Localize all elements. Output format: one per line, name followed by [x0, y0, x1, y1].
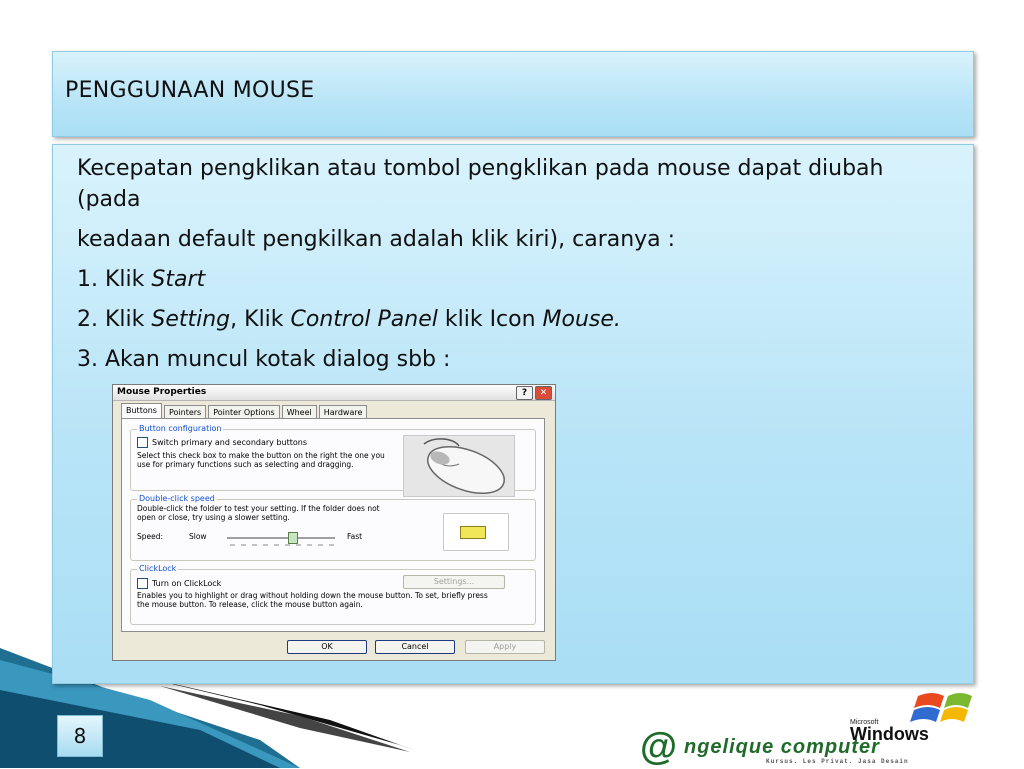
body-paragraph — [77, 224, 937, 255]
tab-panel — [121, 418, 545, 632]
clicklock-row — [137, 578, 221, 589]
help-button[interactable]: ? — [516, 386, 533, 400]
text-run: Control Panel — [290, 307, 438, 332]
button-configuration-label: Button configuration — [139, 424, 222, 433]
title-box — [52, 51, 974, 137]
body-paragraph — [77, 344, 937, 375]
mouse-properties-dialog — [112, 384, 556, 661]
text-run: , Klik — [230, 307, 291, 332]
folder-icon — [460, 526, 486, 539]
fast-label: Fast — [347, 532, 363, 541]
settings-button[interactable]: Settings... — [403, 575, 505, 589]
dialog-titlebar — [113, 385, 555, 401]
body-paragraph — [77, 264, 937, 295]
mouse-image — [403, 435, 515, 497]
brand-logo-at: @ — [640, 726, 678, 768]
microsoft-label: Microsoft — [850, 719, 879, 726]
tab-wheel[interactable]: Wheel — [282, 405, 317, 419]
dialog-title: Mouse Properties — [117, 387, 207, 397]
content-text — [77, 153, 937, 384]
slide-title: PENGGUNAAN MOUSE — [65, 78, 315, 103]
body-paragraph — [77, 304, 937, 335]
double-click-label: Double-click speed — [139, 494, 215, 503]
double-click-description: Double-click the folder to test your setting. If the folder does not open or close, try using a slower setting. — [137, 504, 380, 522]
clicklock-checkbox-label: Turn on ClickLock — [152, 579, 222, 588]
apply-button[interactable]: Apply — [465, 640, 545, 654]
windows-flag-icon — [908, 690, 988, 726]
text-run: klik Icon — [437, 307, 543, 332]
clicklock-description: Enables you to highlight or drag without holding down the mouse button. To set, briefly press the mouse button. To release, click the mouse button again. — [137, 591, 488, 609]
text-run: Start — [151, 267, 206, 292]
tab-hardware[interactable]: Hardware — [319, 405, 368, 419]
switch-buttons-row — [137, 437, 307, 448]
text-run: Mouse. — [542, 307, 621, 332]
text-run: 2. Klik — [77, 307, 152, 332]
ok-button[interactable]: OK — [287, 640, 367, 654]
text-run: Kecepatan pengklikan atau tombol pengklikan pada mouse dapat diubah (pada — [77, 156, 884, 212]
text-run: keadaan default pengkilkan adalah klik kiri), caranya : — [77, 227, 676, 252]
text-run: Setting — [151, 307, 231, 332]
text-run: 3. Akan muncul kotak dialog sbb : — [77, 347, 451, 372]
mouse-icon — [404, 436, 514, 496]
button-config-description: Select this check box to make the button on the right the one you use for primary functions such as selecting and dragging. — [137, 451, 385, 469]
dialog-tabs — [121, 405, 369, 419]
tab-pointers[interactable]: Pointers — [164, 405, 206, 419]
tab-pointer-options[interactable]: Pointer Options — [208, 405, 279, 419]
button-configuration-group — [130, 424, 536, 491]
clicklock-checkbox[interactable] — [137, 578, 148, 589]
speed-slider-ticks — [227, 544, 335, 546]
switch-buttons-checkbox[interactable] — [137, 437, 148, 448]
switch-buttons-label: Switch primary and secondary buttons — [152, 438, 307, 447]
page-number: 8 — [57, 715, 103, 757]
speed-slider-thumb[interactable] — [288, 532, 298, 544]
body-paragraph — [77, 153, 937, 215]
double-click-group — [130, 494, 536, 561]
clicklock-group — [130, 564, 536, 625]
text-run: 1. Klik — [77, 267, 152, 292]
content-box — [52, 144, 974, 684]
test-folder-area[interactable] — [443, 513, 509, 551]
speed-label: Speed: — [137, 532, 164, 541]
clicklock-label: ClickLock — [139, 564, 177, 573]
cancel-button[interactable]: Cancel — [375, 640, 455, 654]
slow-label: Slow — [189, 532, 207, 541]
windows-label: Windows — [850, 724, 929, 744]
brand-name: ngelique computer — [684, 736, 880, 758]
close-button[interactable]: ✕ — [535, 386, 552, 400]
speed-slider-track[interactable] — [227, 537, 335, 539]
tab-buttons[interactable]: Buttons — [121, 403, 162, 419]
brand-tagline: Kursus. Les Privat. Jasa Desain — [766, 758, 909, 765]
